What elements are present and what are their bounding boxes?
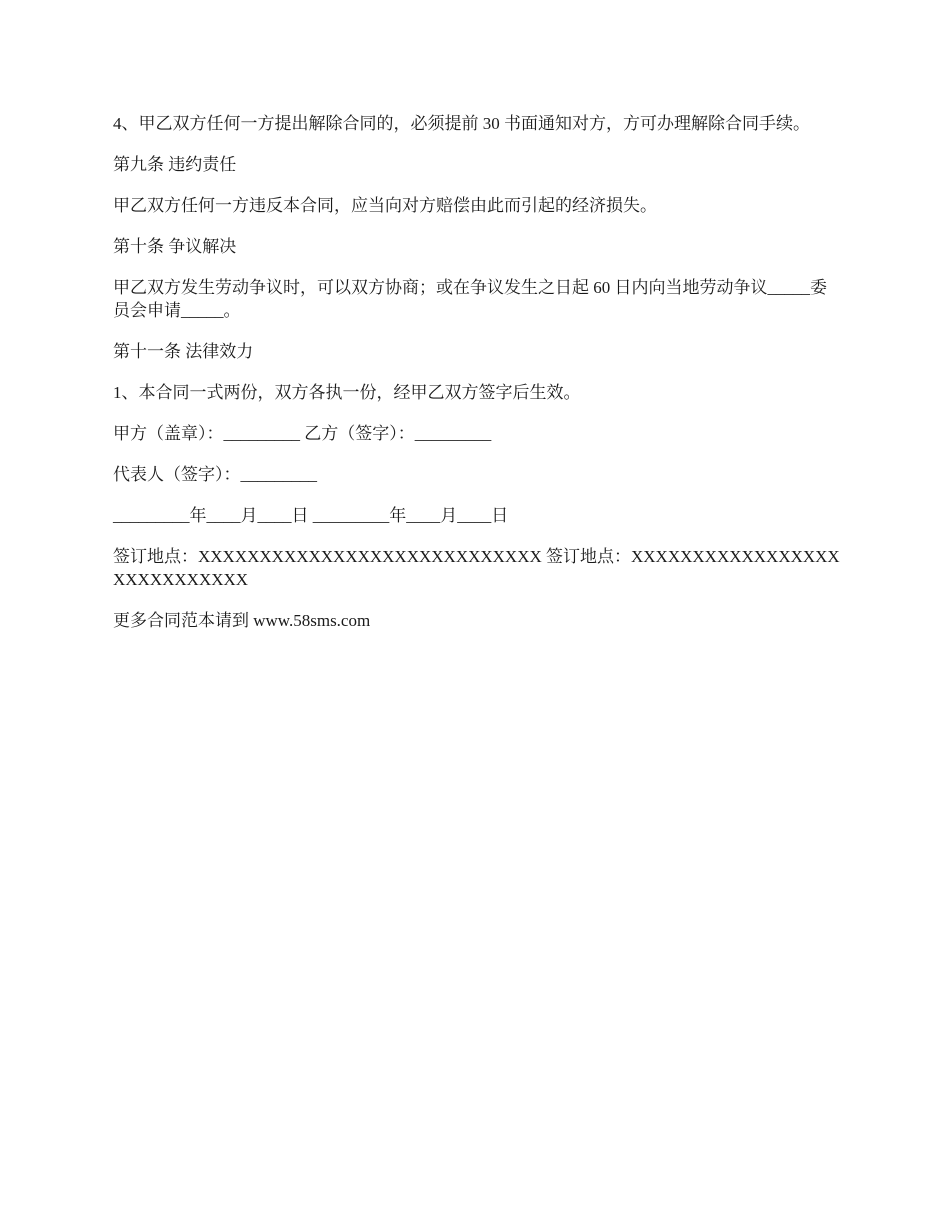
signing-location-line: 签订地点：XXXXXXXXXXXXXXXXXXXXXXXXXXXX 签订地点：XXXXXXXXXXXXXXXXXXXXXXXXXXXX (113, 547, 840, 589)
article-11-heading: 第十一条 法律效力 (113, 342, 254, 361)
dispute-resolution-text: 甲乙双方发生劳动争议时，可以双方协商；或在争议发生之日起 60 日内向当地劳动争议_____委员会申请_____。 (113, 278, 827, 320)
article-10-heading: 第十条 争议解决 (113, 237, 237, 256)
breach-liability-text: 甲乙双方任何一方违反本合同，应当向对方赔偿由此而引起的经济损失。 (113, 196, 657, 215)
footer-note: 更多合同范本请到 www.58sms.com (113, 611, 371, 630)
document-page (113, 112, 843, 650)
clause-termination-notice: 4、甲乙双方任何一方提出解除合同的，必须提前 30 书面通知对方，方可办理解除合同手续。 (113, 114, 810, 133)
party-signature-line: 甲方（盖章）：_________ 乙方（签字）：_________ (113, 424, 492, 443)
legal-effect-text: 1、本合同一式两份，双方各执一份，经甲乙双方签字后生效。 (113, 383, 581, 402)
article-9-heading: 第九条 违约责任 (113, 155, 237, 174)
representative-signature-line: 代表人（签字）：_________ (113, 465, 317, 484)
date-line: _________年____月____日 _________年____月____日 (113, 506, 509, 525)
